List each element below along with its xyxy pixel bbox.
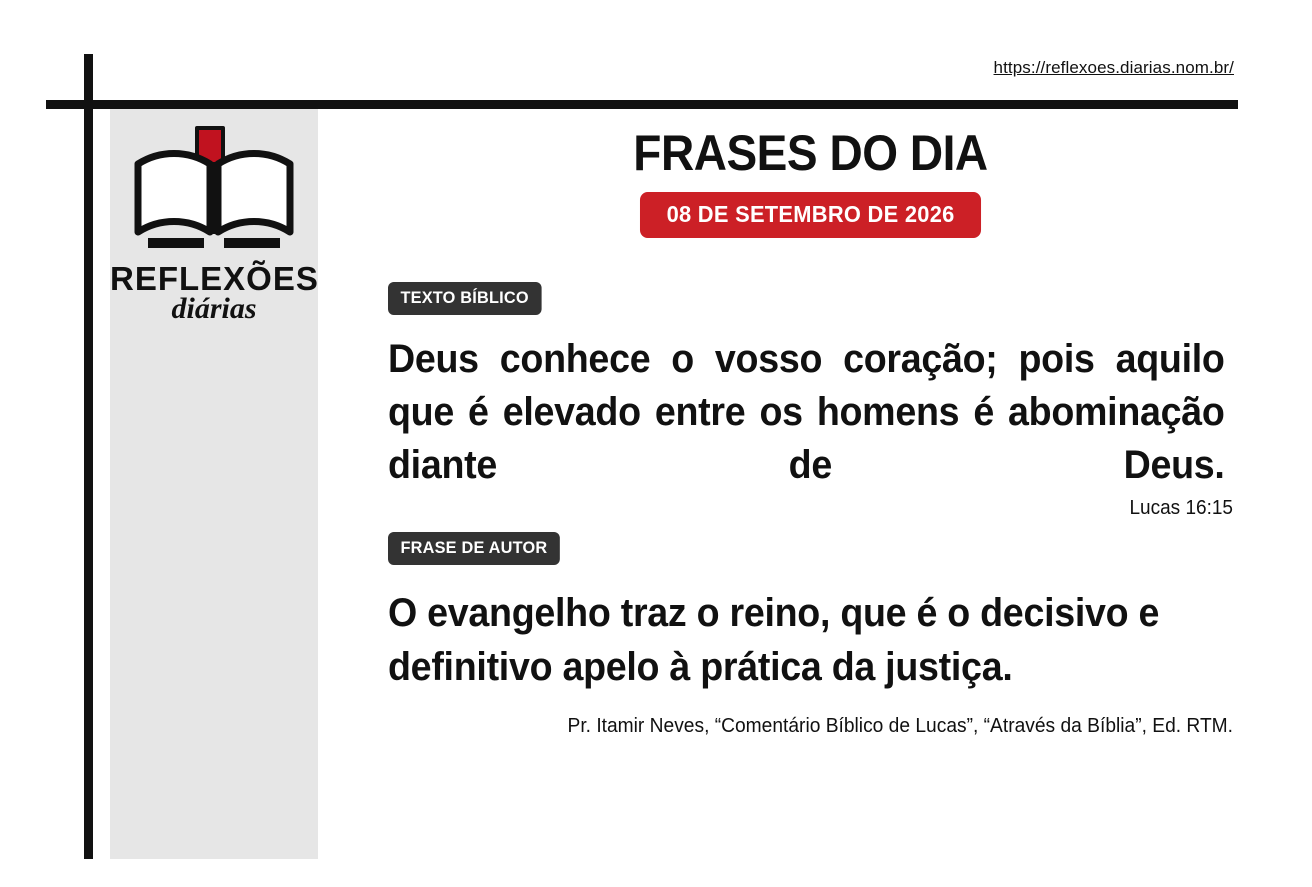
- date-badge-wrapper: [388, 192, 1233, 238]
- brand-logo: [110, 120, 318, 325]
- site-url-link[interactable]: https://reflexoes.diarias.nom.br/: [993, 58, 1234, 77]
- scripture-text: Deus conhece o vosso coração; pois aquilo que é elevado entre os homens é abominação diante de Deus.: [388, 337, 1225, 487]
- brand-subtitle: diárias: [171, 292, 257, 325]
- author-quote-text: O evangelho traz o reino, que é o decisivo e definitivo apelo à prática da justiça.: [388, 591, 1160, 689]
- scripture-section-tag: TEXTO BÍBLICO: [388, 282, 541, 315]
- open-book-with-bookmark-icon: [128, 120, 300, 260]
- scripture-reference: Lucas 16:15: [1129, 497, 1233, 520]
- cross-horizontal-bar: [46, 100, 1238, 109]
- author-tag-row: [388, 532, 1233, 565]
- cross-vertical-bar: [84, 54, 93, 859]
- date-badge: 08 DE SETEMBRO DE 2026: [640, 192, 981, 238]
- scripture-tag-row: [388, 282, 1233, 315]
- author-credit: Pr. Itamir Neves, “Comentário Bíblico de Lucas”, “Através da Bíblia”, Ed. RTM.: [567, 714, 1233, 737]
- brand-name: REFLEXÕES: [110, 260, 319, 297]
- main-content: [388, 126, 1233, 738]
- page-title: FRASES DO DIA: [633, 125, 988, 181]
- author-section-tag: FRASE DE AUTOR: [388, 532, 560, 565]
